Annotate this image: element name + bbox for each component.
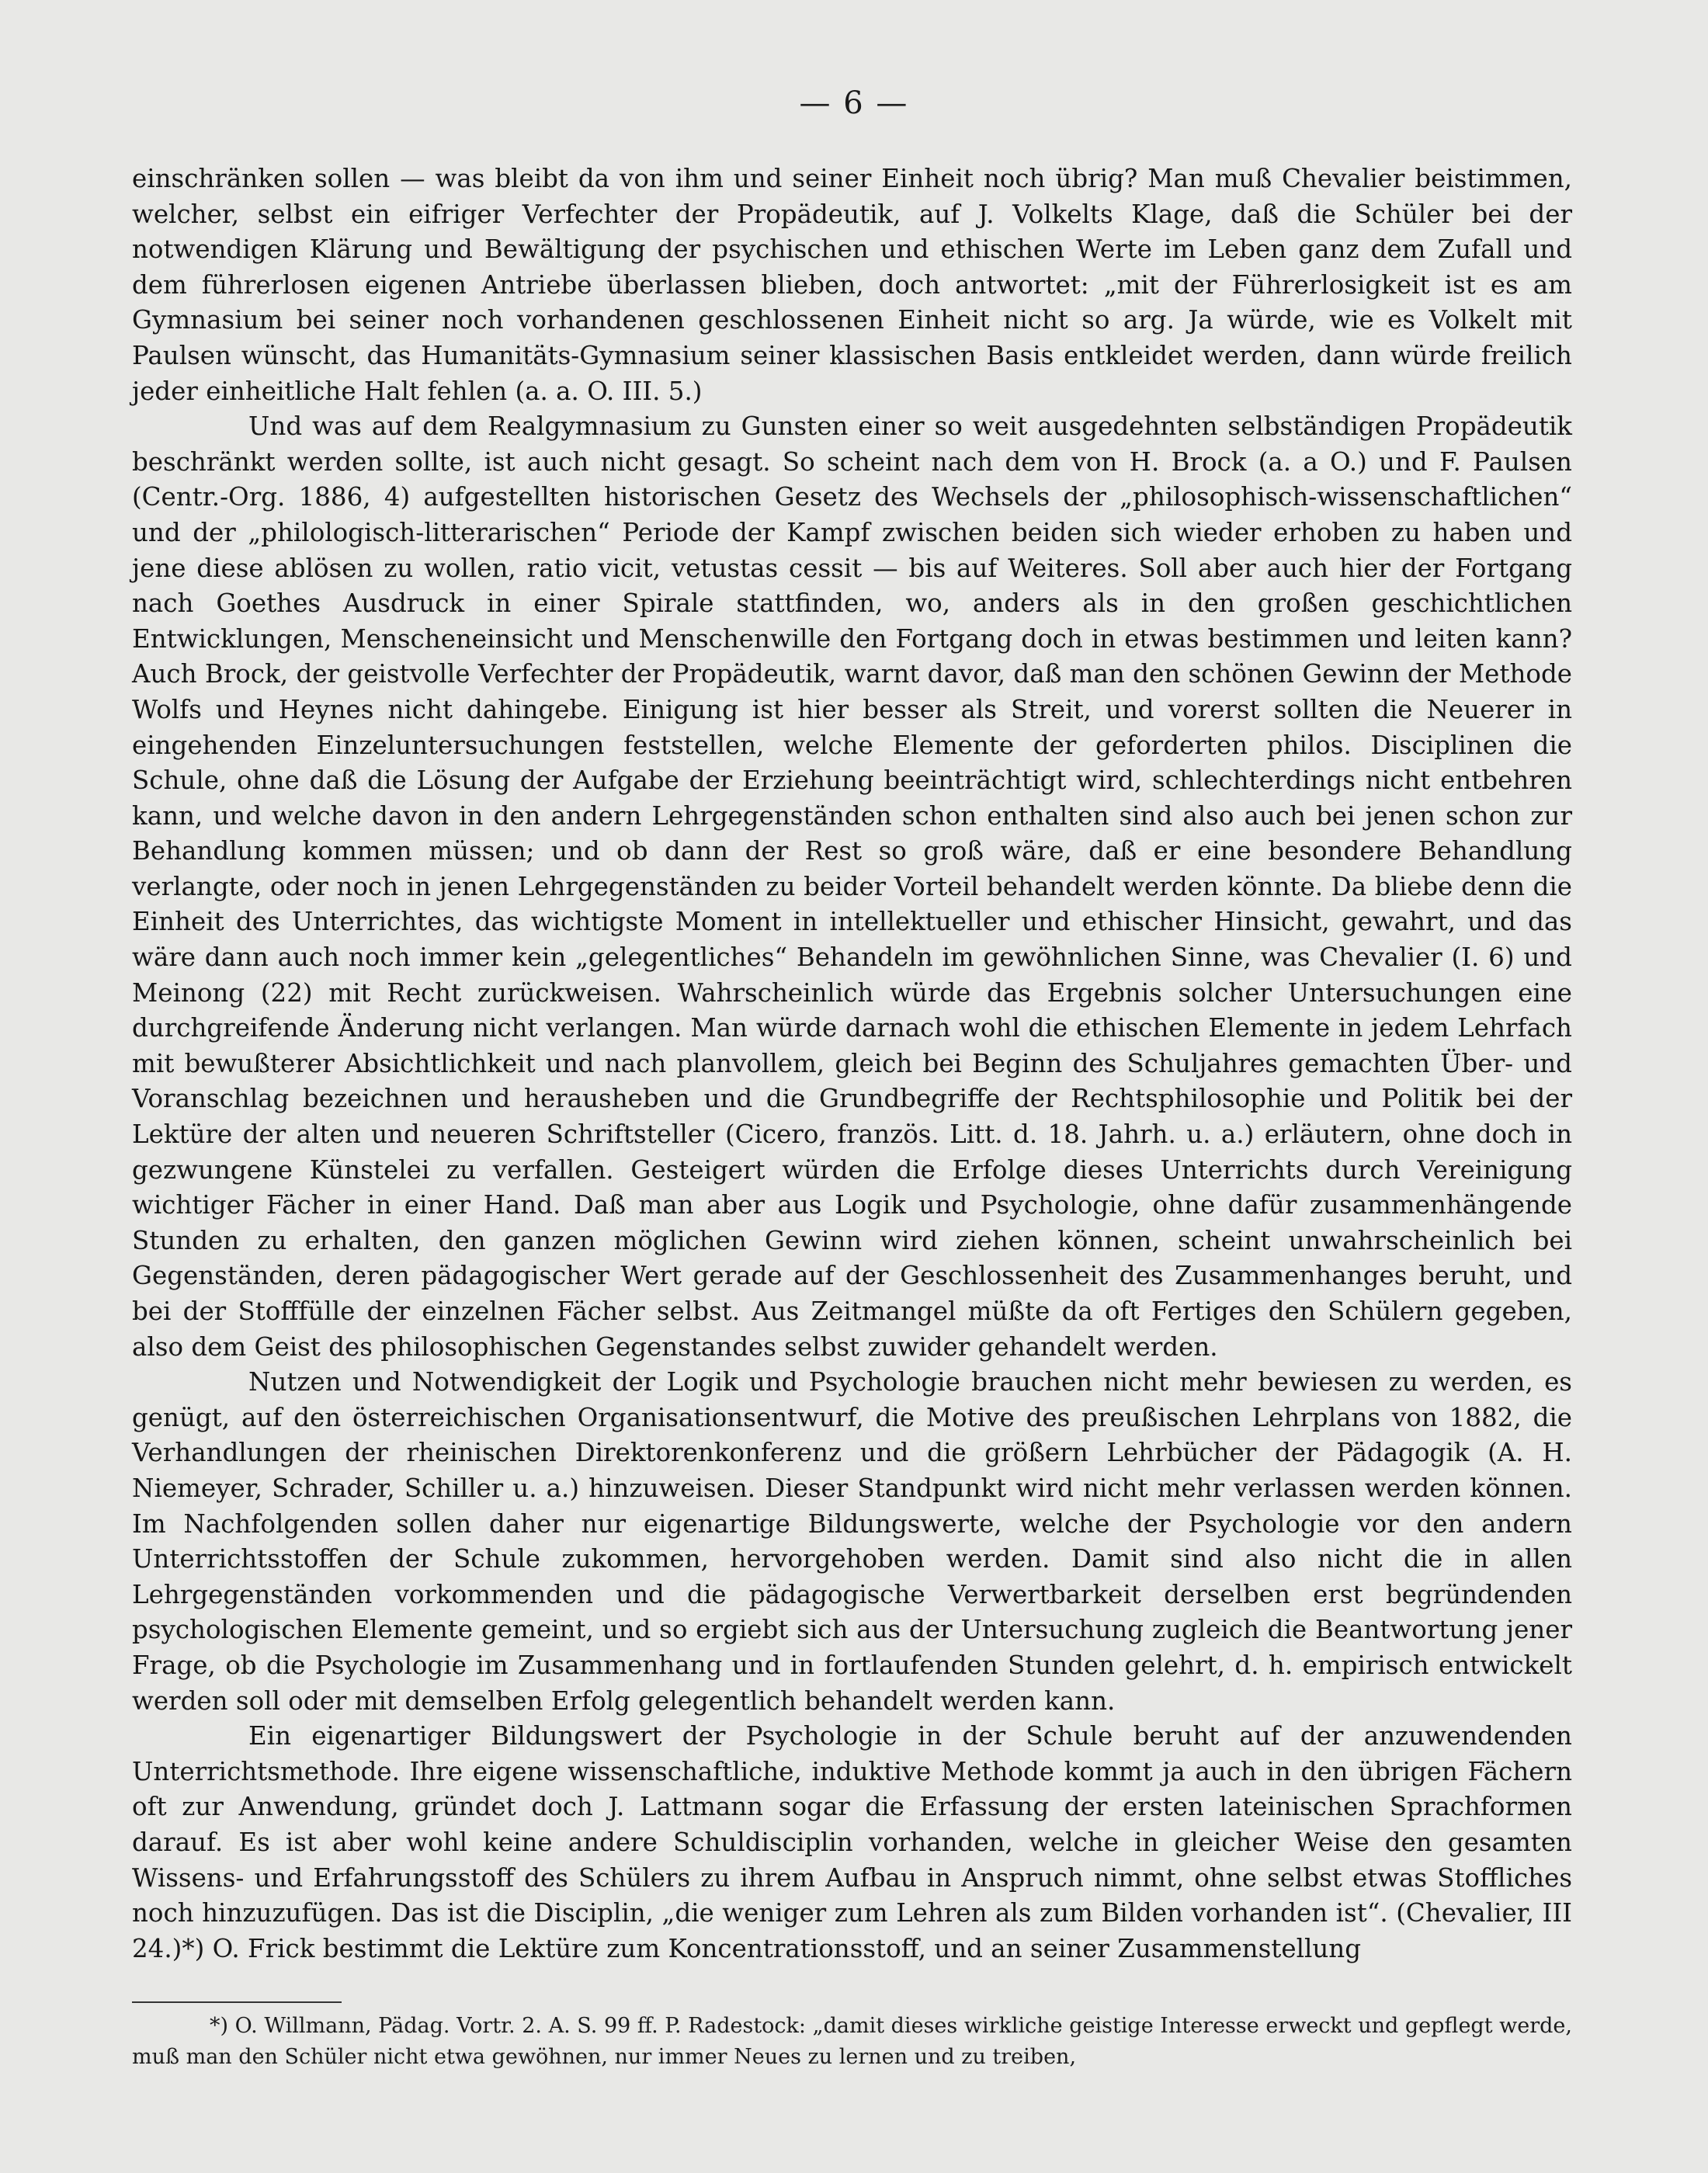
paragraph-realgymnasium: Und was auf dem Realgymnasium zu Gunsten einer so weit ausgedehnten selbständigen Propädeutik beschränkt werden sollte, ist auch nicht gesagt. So scheint nach dem von H. Brock (a. a O.) und F. Paulsen (Centr.-Org. 1886, 4) aufgestellten historischen Gesetz des Wechsels der „philosophisch-wissenschaftlichen“ und der „philologisch-litterarischen“ Periode der Kampf zwischen beiden sich wieder erhoben zu haben und jene diese ablösen zu wollen, ratio vicit, vetustas cessit — bis auf Weiteres. Soll aber auch hier der Fortgang nach Goethes Ausdruck in einer Spirale stattfinden, wo, anders als in den großen geschichtlichen Entwicklungen, Menscheneinsicht und Menschenwille den Fortgang doch in etwas bestimmen und leiten kann? Auch Brock, der geistvolle Verfechter der Propädeutik, warnt davor, daß man den schönen Gewinn der Methode Wolfs und Heynes nicht dahingebe. Einigung ist hier besser als Streit, und vorerst sollten die Neuerer in eingehenden Einzeluntersuchungen feststellen, welche Elemente der geforderten philos. Disciplinen die Schule, ohne daß die Lösung der Aufgabe der Erziehung beeinträchtigt wird, schlechterdings nicht entbehren kann, und welche davon in den andern Lehrgegenständen schon enthalten sind also auch bei jenen schon zur Behandlung kommen müssen; und ob dann der Rest so groß wäre, daß er eine besondere Behandlung verlangte, oder noch in jenen Lehrgegenständen zu beider Vorteil behandelt werden könnte. Da bliebe denn die Einheit des Unterrichtes, das wichtigste Moment in intellektueller und ethischer Hinsicht, gewahrt, und das wäre dann auch noch immer kein „gelegentliches“ Behandeln im gewöhnlichen Sinne, was Chevalier (I. 6) und Meinong (22) mit Recht zurückweisen. Wahrscheinlich würde das Ergebnis solcher Untersuchungen eine durchgreifende Änderung nicht verlangen. Man würde darnach wohl die ethischen Elemente in jedem Lehrfach mit bewußterer Absichtlichkeit und nach planvollem, gleich bei Beginn des Schuljahres gemachten Über- und Voranschlag bezeichnen und herausheben und die Grundbegriffe der Rechtsphilosophie und Politik bei der Lektüre der alten und neueren Schriftsteller (Cicero, französ. Litt. d. 18. Jahrh. u. a.) erläutern, ohne doch in gezwungene Künstelei zu verfallen. Gesteigert würden die Erfolge dieses Unterrichts durch Vereinigung wichtiger Fächer in einer Hand. Daß man aber aus Logik und Psychologie, ohne dafür zusammenhängende Stunden zu erhalten, den ganzen möglichen Gewinn wird ziehen können, scheint unwahrscheinlich bei Gegenständen, deren pädagogischer Wert gerade auf der Geschlossenheit des Zusammenhanges beruht, und bei der Stofffülle der einzelnen Fächer selbst. Aus Zeitmangel müßte da oft Fertiges den Schülern gegeben, also dem Geist des philosophischen Gegenstandes selbst zuwider gehandelt werden. bbox=[132, 411, 1572, 1362]
footnote-divider bbox=[132, 2001, 342, 2003]
footnote: *) O. Willmann, Pädag. Vortr. 2. A. S. 99 ff. P. Radestock: „damit dieses wirkliche geistige Interesse erweckt und gepflegt werde, muß man den Schüler nicht etwa gewöhnen, nur immer Neues zu lernen und zu treiben, bbox=[132, 2014, 1572, 2069]
paragraph-continuation: einschränken sollen — was bleibt da von ihm und seiner Einheit noch übrig? Man muß Chevalier beistimmen, welcher, selbst ein eifriger Verfechter der Propädeutik, auf J. Volkelts Klage, daß die Schüler bei der notwendigen Klärung und Bewältigung der psychischen und ethischen Werte im Leben ganz dem Zufall und dem führerlosen eigenen Antriebe überlassen blieben, doch antwortet: „mit der Führerlosigkeit ist es am Gymnasium bei seiner noch vorhandenen geschlossenen Einheit nicht so arg. Ja würde, wie es Volkelt mit Paulsen wünscht, das Humanitäts-Gymnasium seiner klassischen Basis entkleidet werden, dann würde freilich jeder einheitliche Halt fehlen (a. a. O. III. 5.) bbox=[132, 164, 1572, 406]
paragraph-nutzen: Nutzen und Notwendigkeit der Logik und Psychologie brauchen nicht mehr bewiesen zu werden, es genügt, auf den österreichischen Organisationsentwurf, die Motive des preußischen Lehrplans von 1882, die Verhandlungen der rheinischen Direktorenkonferenz und die größern Lehrbücher der Pädagogik (A. H. Niemeyer, Schrader, Schiller u. a.) hinzuweisen. Dieser Standpunkt wird nicht mehr verlassen werden können. Im Nachfolgenden sollen daher nur eigenartige Bildungswerte, welche der Psychologie vor den andern Unterrichtsstoffen der Schule zukommen, hervorgehoben werden. Damit sind also nicht die in allen Lehrgegenständen vorkommenden und die pädagogische Verwertbarkeit derselben erst begründenden psychologischen Elemente gemeint, und so ergiebt sich aus der Untersuchung zugleich die Beantwortung jener Frage, ob die Psychologie im Zusammenhang und in fortlaufenden Stunden gelehrt, d. h. empirisch entwickelt werden soll oder mit demselben Erfolg gelegentlich behandelt werden kann. bbox=[132, 1367, 1572, 1716]
page-number: — 6 — bbox=[799, 85, 909, 121]
paragraph-bildungswert: Ein eigenartiger Bildungswert der Psychologie in der Schule beruht auf der anzuwendenden Unterrichtsmethode. Ihre eigene wissenschaftliche, induktive Methode kommt ja auch in den übrigen Fächern oft zur Anwendung, gründet doch J. Lattmann sogar die Erfassung der ersten lateinischen Sprachformen darauf. Es ist aber wohl keine andere Schuldisciplin vorhanden, welche in gleicher Weise den gesamten Wissens- und Erfahrungsstoff des Schülers zu ihrem Aufbau in Anspruch nimmt, ohne selbst etwas Stoffliches noch hinzuzufügen. Das ist die Disciplin, „die weniger zum Lehren als zum Bilden vorhanden ist“. (Chevalier, III 24.)*) O. Frick bestimmt die Lektüre zum Koncentrationsstoff, und an seiner Zusammenstellung bbox=[132, 1721, 1572, 1963]
body-text bbox=[132, 161, 1572, 1966]
